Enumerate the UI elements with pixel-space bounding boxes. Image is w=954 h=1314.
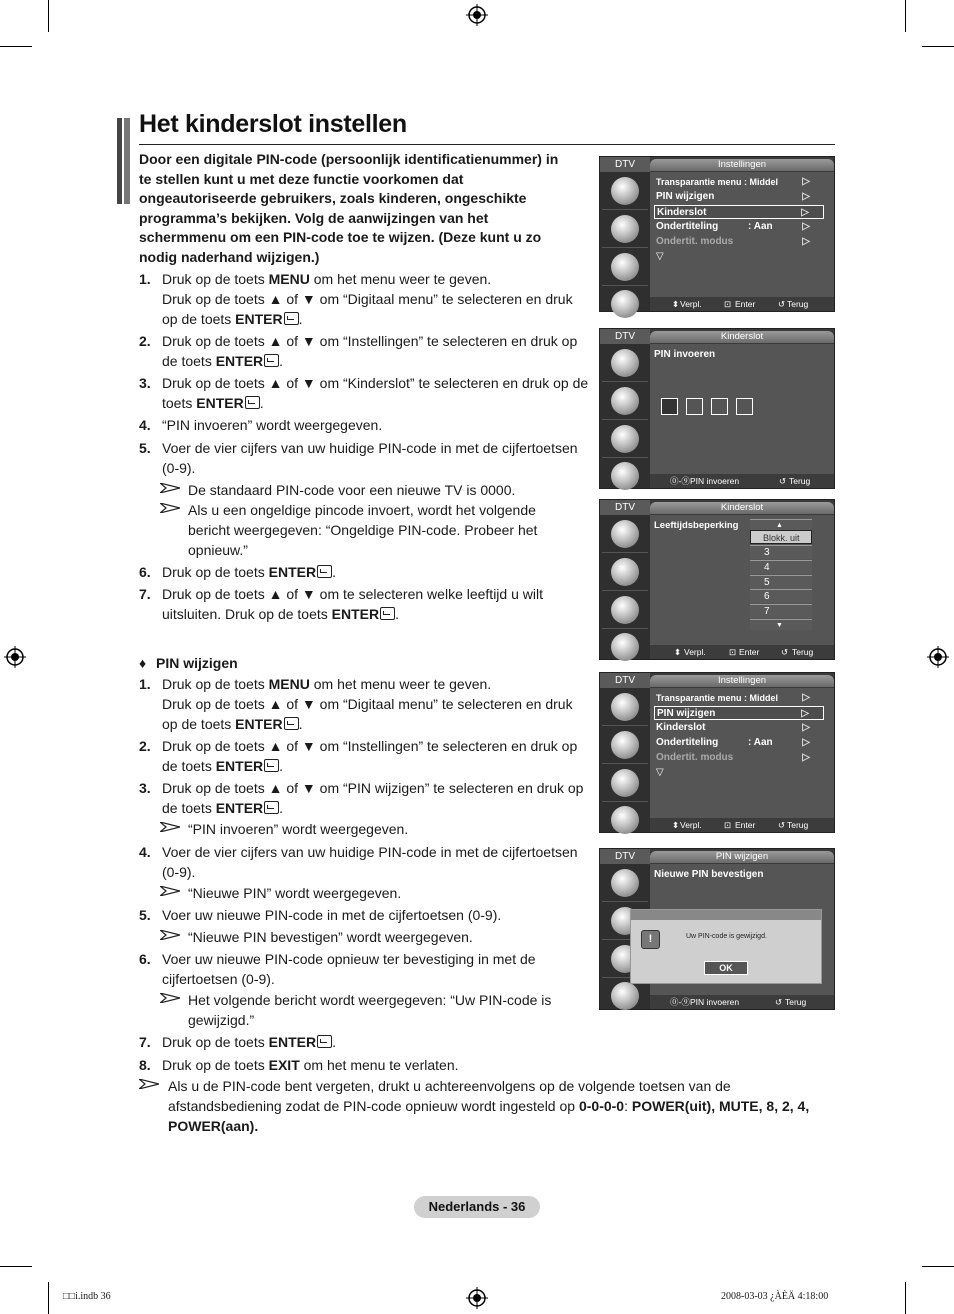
- pin-label: PIN invoeren: [654, 349, 716, 360]
- note-arrow-icon: [160, 503, 180, 513]
- enter-icon: [317, 565, 332, 578]
- menu-item-ondertit-modus: Ondertit. modus ▷: [656, 752, 810, 763]
- screen-footer: ⓪-⑨ PIN invoeren ↺ Terug: [650, 995, 834, 1009]
- crop-mark: [905, 0, 906, 32]
- menu-item-ondertiteling[interactable]: Ondertiteling : Aan ▷: [656, 221, 810, 232]
- step-a6: 6. Druk op de toets ENTER .: [139, 564, 336, 580]
- arrow-right-icon: ▷: [802, 722, 810, 733]
- enter-icon: [380, 607, 395, 620]
- menu-item-kinderslot[interactable]: Kinderslot ▷: [654, 205, 824, 219]
- note-arrow-icon: [160, 993, 180, 1003]
- arrow-right-icon: ▷: [801, 207, 809, 218]
- enter-icon: [264, 759, 279, 772]
- registration-mark-icon: [466, 1287, 488, 1309]
- crop-mark: [0, 1266, 32, 1267]
- dtv-label: DTV: [600, 849, 650, 864]
- screen-title: Kinderslot: [650, 331, 834, 343]
- menu-item-pin-wijzigen[interactable]: PIN wijzigen ▷: [656, 191, 810, 202]
- registration-mark-icon: [466, 4, 488, 26]
- setup-gear-icon[interactable]: [611, 596, 639, 624]
- interface-icon[interactable]: [611, 633, 639, 661]
- dtv-label: DTV: [600, 329, 650, 344]
- note-a2: Als u een ongeldige pincode invoert, wordt het volgende bericht weergegeven: “Ongeldige PIN-code. Probeer het opnieuw.”: [160, 501, 580, 560]
- note-arrow-icon: [160, 886, 180, 896]
- note-b5: “Nieuwe PIN bevestigen” wordt weergegeven.: [160, 928, 580, 948]
- confirm-pin-label: Nieuwe PIN bevestigen: [654, 869, 764, 880]
- interface-icon[interactable]: [611, 290, 639, 318]
- tv-screen-pin-wijzigen: [599, 848, 835, 1010]
- dtv-label: DTV: [600, 500, 650, 515]
- scroll-up-icon[interactable]: ▲: [750, 519, 812, 530]
- interface-icon[interactable]: [611, 982, 639, 1010]
- confirmation-dialog: [630, 909, 822, 984]
- guide-icon[interactable]: [611, 558, 639, 586]
- interface-icon[interactable]: [611, 806, 639, 834]
- note-b4: “Nieuwe PIN” wordt weergegeven.: [160, 884, 580, 904]
- print-slug-right: 2008-03-03 ¿ÀÈÄ 4:18:00: [721, 1291, 829, 1302]
- enter-icon: [245, 396, 260, 409]
- menu-item-pin-wijzigen[interactable]: PIN wijzigen ▷: [654, 706, 824, 720]
- step-b5: 5. Voer uw nieuwe PIN-code in met de cijfertoetsen (0-9).: [139, 907, 502, 923]
- screen-title: Instellingen: [650, 675, 834, 687]
- menu-item-ondertiteling[interactable]: Ondertiteling : Aan ▷: [656, 737, 810, 748]
- note-arrow-icon: [160, 822, 180, 832]
- crop-mark: [922, 1266, 954, 1267]
- screen-footer: ⬍ Verpl. ⊡ Enter ↺ Terug: [650, 645, 834, 659]
- pin-digit-box[interactable]: [711, 398, 728, 415]
- menu-sidebar: [600, 515, 650, 659]
- screen-title: Instellingen: [650, 159, 834, 171]
- guide-icon[interactable]: [611, 731, 639, 759]
- page-title: Het kinderslot instellen: [139, 110, 407, 138]
- page-number-badge: Nederlands - 36: [414, 1196, 540, 1218]
- step-a7: 7. Druk op de toets ▲ of ▼ om te selecteren welke leeftijd u wilt uitsluiten. Druk op de toets ENTER .: [139, 586, 543, 622]
- enter-icon: [284, 312, 299, 325]
- step-a5: 5. Voer de vier cijfers van uw huidige PIN-code in met de cijfertoetsen (0-9).: [139, 440, 578, 476]
- menu-sidebar: [600, 344, 650, 488]
- title-accent-bar: [117, 118, 122, 204]
- step-b2: 2. Druk op de toets ▲ of ▼ om “Instellingen” te selecteren en druk op de toets ENTER .: [139, 738, 578, 774]
- title-accent-bar: [124, 118, 130, 204]
- enter-icon: [284, 717, 299, 730]
- arrow-right-icon: ▷: [802, 752, 810, 763]
- note-arrow-icon: [160, 483, 180, 493]
- step-a3: 3. Druk op de toets ▲ of ▼ om “Kinderslot” te selecteren en druk op de toets ENTER .: [139, 375, 589, 411]
- interface-icon[interactable]: [611, 462, 639, 490]
- step-b6: 6. Voer uw nieuwe PIN-code opnieuw ter bevestiging in met de cijfertoetsen (0-9).: [139, 951, 536, 987]
- setup-gear-icon[interactable]: [611, 425, 639, 453]
- channel-icon[interactable]: [611, 349, 639, 377]
- channel-icon[interactable]: [611, 869, 639, 897]
- dtv-label: DTV: [600, 157, 650, 172]
- warning-icon: !: [641, 930, 660, 949]
- age-limit-label: Leeftijdsbeperking: [654, 520, 739, 531]
- arrow-right-icon: ▷: [802, 221, 810, 232]
- crop-mark: [48, 0, 49, 32]
- enter-icon: [317, 1035, 332, 1048]
- tv-screen-instellingen-2: [599, 672, 835, 833]
- intro-paragraph: Door een digitale PIN-code (persoonlijk identificatienummer) in te stellen kunt u met deze functie voorkomen dat ongeautoriseerde gebruikers, zoals kinderen, ongeschikte programma’s bekijken. Volg de aanwijzingen van het schermmenu om een PIN-code toe te wijzen. (Deze kunt u zo nodig naderhand wijzigen.): [139, 151, 559, 265]
- registration-mark-icon: [927, 646, 949, 668]
- arrow-right-icon: ▷: [802, 692, 810, 703]
- crop-mark: [905, 1282, 906, 1314]
- more-down-icon[interactable]: ▽: [656, 767, 664, 778]
- step-b4: 4. Voer de vier cijfers van uw huidige PIN-code in met de cijfertoetsen (0-9).: [139, 844, 578, 880]
- screen-title: PIN wijzigen: [650, 851, 834, 863]
- tv-screen-kinderslot-pin: [599, 328, 835, 489]
- setup-gear-icon[interactable]: [611, 769, 639, 797]
- screen-footer: ⬍ Verpl. ⊡ Enter ↺ Terug: [650, 297, 834, 311]
- arrow-right-icon: ▷: [802, 737, 810, 748]
- age-option[interactable]: 5: [750, 575, 812, 589]
- menu-sidebar: [600, 172, 650, 311]
- guide-icon[interactable]: [611, 387, 639, 415]
- step-b7: 7. Druk op de toets ENTER .: [139, 1034, 336, 1050]
- final-note: Als u de PIN-code bent vergeten, drukt u achtereenvolgens op de volgende toetsen van de afstandsbediening zodat de PIN-code opnieuw wordt ingesteld op 0-0-0-0: POWER(uit), MUTE, 8, 2, 4, POWER(aan).: [139, 1077, 839, 1136]
- dialog-message: Uw PIN-code is gewijzigd.: [686, 933, 767, 940]
- arrow-right-icon: ▷: [801, 708, 809, 719]
- age-option[interactable]: Blokk. uit: [750, 530, 812, 544]
- note-b6: Het volgende bericht wordt weergegeven: “Uw PIN-code is gewijzigd.”: [160, 991, 580, 1031]
- age-option[interactable]: 3: [750, 545, 812, 559]
- crop-mark: [922, 46, 954, 47]
- menu-item-kinderslot[interactable]: Kinderslot ▷: [656, 722, 810, 733]
- note-a1: De standaard PIN-code voor een nieuwe TV is 0000.: [160, 481, 580, 501]
- pin-digit-box[interactable]: [736, 398, 753, 415]
- guide-icon[interactable]: [611, 215, 639, 243]
- channel-icon[interactable]: [611, 177, 639, 205]
- ok-button[interactable]: OK: [704, 961, 748, 975]
- more-down-icon[interactable]: ▽: [656, 251, 664, 262]
- pin-digit-box[interactable]: [686, 398, 703, 415]
- arrow-right-icon: ▷: [802, 236, 810, 247]
- menu-sidebar: [600, 688, 650, 832]
- screen-footer: ⓪-⑨ PIN invoeren ↺ Terug: [650, 474, 834, 488]
- menu-item-transparantie[interactable]: Transparantie menu : Middel ▷: [656, 692, 810, 703]
- setup-gear-icon[interactable]: [611, 253, 639, 281]
- crop-mark: [48, 1282, 49, 1314]
- channel-icon[interactable]: [611, 693, 639, 721]
- dtv-label: DTV: [600, 673, 650, 688]
- print-slug-left: □□i.indb 36: [63, 1291, 111, 1302]
- note-arrow-icon: [139, 1079, 159, 1089]
- age-option[interactable]: 7: [750, 604, 812, 618]
- step-a1: 1. Druk op de toets MENU om het menu weer te geven. Druk op de toets ▲ of ▼ om “Digitaal menu” te selecteren en druk op de toets ENTER .: [139, 271, 573, 327]
- menu-item-ondertit-modus: Ondertit. modus ▷: [656, 236, 810, 247]
- menu-item-transparantie[interactable]: Transparantie menu : Middel ▷: [656, 176, 810, 187]
- registration-mark-icon: [4, 646, 26, 668]
- age-option[interactable]: 4: [750, 560, 812, 574]
- arrow-right-icon: ▷: [802, 176, 810, 187]
- channel-icon[interactable]: [611, 520, 639, 548]
- tv-screen-leeftijd: [599, 499, 835, 660]
- age-option[interactable]: 6: [750, 589, 812, 603]
- step-a2: 2. Druk op de toets ▲ of ▼ om “Instellingen” te selecteren en druk op de toets ENTER .: [139, 333, 578, 369]
- step-b3: 3. Druk op de toets ▲ of ▼ om “PIN wijzigen” te selecteren en druk op de toets ENTER .: [139, 780, 584, 816]
- step-a4: 4. “PIN invoeren” wordt weergegeven.: [139, 417, 383, 433]
- screen-footer: ⬍ Verpl. ⊡ Enter ↺ Terug: [650, 818, 834, 832]
- tv-screen-instellingen-1: [599, 156, 835, 312]
- screen-title: Kinderslot: [650, 502, 834, 514]
- crop-mark: [0, 46, 32, 47]
- enter-icon: [264, 354, 279, 367]
- note-b3: “PIN invoeren” wordt weergegeven.: [160, 820, 580, 840]
- pin-digit-box[interactable]: [661, 398, 678, 415]
- enter-icon: [264, 801, 279, 814]
- arrow-right-icon: ▷: [802, 191, 810, 202]
- scroll-down-icon[interactable]: ▼: [750, 619, 812, 630]
- step-b1: 1. Druk op de toets MENU om het menu weer te geven. Druk op de toets ▲ of ▼ om “Digitaal menu” te selecteren en druk op de toets ENTER .: [139, 676, 573, 732]
- note-arrow-icon: [160, 930, 180, 940]
- step-b8: 8. Druk op de toets EXIT om het menu te verlaten.: [139, 1057, 459, 1073]
- section-heading-pin-wijzigen: ♦ PIN wijzigen: [139, 655, 238, 671]
- title-rule: [139, 144, 835, 145]
